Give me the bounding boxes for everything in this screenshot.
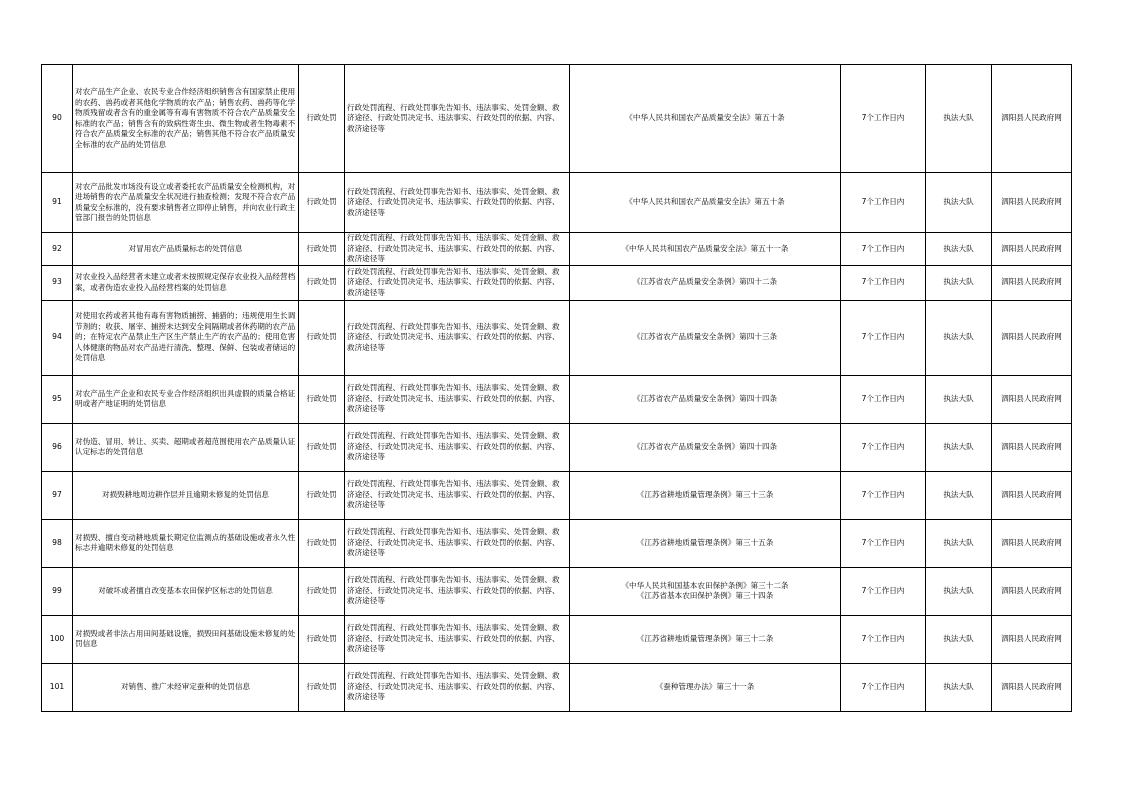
row-channel: 泗阳县人民政府网 (992, 663, 1072, 711)
row-channel: 泗阳县人民政府网 (992, 519, 1072, 567)
row-channel: 泗阳县人民政府网 (992, 423, 1072, 471)
table-row (42, 663, 1072, 711)
row-channel: 泗阳县人民政府网 (992, 173, 1072, 233)
row-item: 对损毁耕地周边耕作层并且逾期未修复的处罚信息 (73, 471, 299, 519)
row-content: 行政处罚流程、行政处罚事先告知书、违法事实、处罚金额、救济途径、行政处罚决定书、违法事实、行政处罚的依据、内容、救济途径等 (345, 300, 570, 375)
row-time-limit: 7个工作日内 (841, 519, 926, 567)
row-content: 行政处罚流程、行政处罚事先告知书、违法事实、处罚金额、救济途径、行政处罚决定书、违法事实、行政处罚的依据、内容、救济途径等 (345, 233, 570, 266)
row-type: 行政处罚 (299, 423, 345, 471)
row-department: 执法大队 (926, 375, 992, 423)
row-number: 91 (42, 173, 73, 233)
basis-line: 《江苏省农产品质量安全条例》第四十二条 (632, 277, 778, 287)
basis-line: 《中华人民共和国农产品质量安全法》第五十条 (625, 113, 785, 123)
row-content: 行政处罚流程、行政处罚事先告知书、违法事实、处罚金额、救济途径、行政处罚决定书、违法事实、行政处罚的依据、内容、救济途径等 (345, 65, 570, 173)
table-row (42, 65, 1072, 173)
row-item: 对农产品批发市场没有设立或者委托农产品质量安全检测机构，对进场销售的农产品质量安全状况进行抽查检测；发现不符合农产品质量安全标准的，没有要求销售者立即停止销售，并向农业行政主管部门报告的处罚信息 (73, 173, 299, 233)
basis-line: 《蚕种管理办法》第三十一条 (655, 681, 755, 691)
row-type: 行政处罚 (299, 375, 345, 423)
row-content: 行政处罚流程、行政处罚事先告知书、违法事实、处罚金额、救济途径、行政处罚决定书、违法事实、行政处罚的依据、内容、救济途径等 (345, 663, 570, 711)
row-channel: 泗阳县人民政府网 (992, 65, 1072, 173)
row-type: 行政处罚 (299, 173, 345, 233)
row-number: 97 (42, 471, 73, 519)
row-number: 101 (42, 663, 73, 711)
row-content: 行政处罚流程、行政处罚事先告知书、违法事实、处罚金额、救济途径、行政处罚决定书、违法事实、行政处罚的依据、内容、救济途径等 (345, 173, 570, 233)
row-department: 执法大队 (926, 615, 992, 663)
row-item: 对农产品生产企业和农民专业合作经济组织出具虚假的质量合格证明或者产地证明的处罚信息 (73, 375, 299, 423)
row-content: 行政处罚流程、行政处罚事先告知书、违法事实、处罚金额、救济途径、行政处罚决定书、违法事实、行政处罚的依据、内容、救济途径等 (345, 615, 570, 663)
row-time-limit: 7个工作日内 (841, 567, 926, 615)
row-item: 对农产品生产企业、农民专业合作经济组织销售含有国家禁止使用的农药、兽药或者其他化学物质的农产品；销售农药、兽药等化学物质残留或者含有的重金属等有毒有害物质不符合农产品质量安全标准的农产品；销售含有的致病性寄生虫、微生物或者生物毒素不符合农产品质量安全标准的农产品；销售其他不符合农产品质量安全标准的农产品的处罚信息 (73, 65, 299, 173)
row-number: 100 (42, 615, 73, 663)
row-type: 行政处罚 (299, 615, 345, 663)
row-basis (570, 65, 841, 173)
row-type: 行政处罚 (299, 567, 345, 615)
row-content: 行政处罚流程、行政处罚事先告知书、违法事实、处罚金额、救济途径、行政处罚决定书、违法事实、行政处罚的依据、内容、救济途径等 (345, 375, 570, 423)
row-basis (570, 375, 841, 423)
row-department: 执法大队 (926, 65, 992, 173)
row-type: 行政处罚 (299, 65, 345, 173)
row-time-limit: 7个工作日内 (841, 265, 926, 300)
row-number: 96 (42, 423, 73, 471)
row-item: 对使用农药或者其他有毒有害物质捕捞、捕猎的；违规使用生长调节剂的；收获、屠宰、捕捞未达到安全间隔期或者休药期的农产品的；在特定农产品禁止生产区生产禁止生产的农产品的；使用危害人体健康的物品对农产品进行清洗、整理、保鲜、包装或者储运的处罚信息 (73, 300, 299, 375)
row-item: 对破坏或者擅自改变基本农田保护区标志的处罚信息 (73, 567, 299, 615)
basis-line: 《中华人民共和国基本农田保护条例》第三十二条 (621, 580, 789, 590)
row-type: 行政处罚 (299, 300, 345, 375)
row-time-limit: 7个工作日内 (841, 300, 926, 375)
table-row (42, 300, 1072, 375)
table-row (42, 423, 1072, 471)
table-row (42, 615, 1072, 663)
row-channel: 泗阳县人民政府网 (992, 233, 1072, 266)
row-channel: 泗阳县人民政府网 (992, 265, 1072, 300)
row-number: 98 (42, 519, 73, 567)
row-time-limit: 7个工作日内 (841, 65, 926, 173)
row-time-limit: 7个工作日内 (841, 663, 926, 711)
row-number: 93 (42, 265, 73, 300)
row-time-limit: 7个工作日内 (841, 423, 926, 471)
row-basis (570, 423, 841, 471)
row-time-limit: 7个工作日内 (841, 615, 926, 663)
table-row (42, 567, 1072, 615)
row-department: 执法大队 (926, 663, 992, 711)
row-content: 行政处罚流程、行政处罚事先告知书、违法事实、处罚金额、救济途径、行政处罚决定书、违法事实、行政处罚的依据、内容、救济途径等 (345, 423, 570, 471)
basis-line: 《江苏省农产品质量安全条例》第四十四条 (632, 441, 778, 451)
table-row (42, 519, 1072, 567)
basis-line: 《江苏省耕地质量管理条例》第三十三条 (636, 489, 774, 499)
row-number: 99 (42, 567, 73, 615)
table-row (42, 265, 1072, 300)
row-department: 执法大队 (926, 233, 992, 266)
row-basis (570, 519, 841, 567)
row-channel: 泗阳县人民政府网 (992, 471, 1072, 519)
row-basis (570, 265, 841, 300)
row-number: 92 (42, 233, 73, 266)
row-basis (570, 233, 841, 266)
row-number: 94 (42, 300, 73, 375)
row-basis (570, 615, 841, 663)
row-time-limit: 7个工作日内 (841, 471, 926, 519)
row-department: 执法大队 (926, 300, 992, 375)
row-department: 执法大队 (926, 423, 992, 471)
row-type: 行政处罚 (299, 519, 345, 567)
row-number: 90 (42, 65, 73, 173)
row-content: 行政处罚流程、行政处罚事先告知书、违法事实、处罚金额、救济途径、行政处罚决定书、违法事实、行政处罚的依据、内容、救济途径等 (345, 471, 570, 519)
row-type: 行政处罚 (299, 265, 345, 300)
row-item: 对损毁、擅自变动耕地质量长期定位监测点的基础设施或者永久性标志并逾期未修复的处罚信息 (73, 519, 299, 567)
row-department: 执法大队 (926, 173, 992, 233)
row-content: 行政处罚流程、行政处罚事先告知书、违法事实、处罚金额、救济途径、行政处罚决定书、违法事实、行政处罚的依据、内容、救济途径等 (345, 567, 570, 615)
row-department: 执法大队 (926, 519, 992, 567)
row-channel: 泗阳县人民政府网 (992, 300, 1072, 375)
table-row (42, 375, 1072, 423)
table-row (42, 233, 1072, 266)
table-row (42, 173, 1072, 233)
basis-line: 《江苏省耕地质量管理条例》第三十五条 (636, 537, 774, 547)
disclosure-table (41, 64, 1072, 712)
basis-line: 《江苏省农产品质量安全条例》第四十三条 (632, 332, 778, 342)
row-number: 95 (42, 375, 73, 423)
table-row (42, 471, 1072, 519)
row-time-limit: 7个工作日内 (841, 173, 926, 233)
row-item: 对损毁或者非法占用田间基础设施，损毁田间基础设施未修复的处罚信息 (73, 615, 299, 663)
row-item: 对销售、推广未经审定蚕种的处罚信息 (73, 663, 299, 711)
row-basis (570, 471, 841, 519)
row-channel: 泗阳县人民政府网 (992, 375, 1072, 423)
row-time-limit: 7个工作日内 (841, 233, 926, 266)
basis-line: 《江苏省基本农田保护条例》第三十四条 (636, 591, 774, 600)
row-item: 对伪造、冒用、转让、买卖、超期或者超范围使用农产品质量认证认定标志的处罚信息 (73, 423, 299, 471)
basis-line: 《江苏省耕地质量管理条例》第三十二条 (636, 633, 774, 643)
row-time-limit: 7个工作日内 (841, 375, 926, 423)
row-basis (570, 173, 841, 233)
row-department: 执法大队 (926, 265, 992, 300)
row-basis (570, 567, 841, 615)
row-department: 执法大队 (926, 567, 992, 615)
row-channel: 泗阳县人民政府网 (992, 567, 1072, 615)
row-content: 行政处罚流程、行政处罚事先告知书、违法事实、处罚金额、救济途径、行政处罚决定书、违法事实、行政处罚的依据、内容、救济途径等 (345, 519, 570, 567)
row-basis (570, 663, 841, 711)
basis-line: 《中华人民共和国农产品质量安全法》第五十一条 (621, 243, 789, 253)
row-item: 对冒用农产品质量标志的处罚信息 (73, 233, 299, 266)
basis-line: 《中华人民共和国农产品质量安全法》第五十条 (625, 197, 785, 207)
row-type: 行政处罚 (299, 663, 345, 711)
basis-line: 《江苏省农产品质量安全条例》第四十四条 (632, 393, 778, 403)
row-channel: 泗阳县人民政府网 (992, 615, 1072, 663)
row-item: 对农业投入品经营者未建立或者未按照规定保存农业投入品经营档案，或者伪造农业投入品经营档案的处罚信息 (73, 265, 299, 300)
row-department: 执法大队 (926, 471, 992, 519)
row-content: 行政处罚流程、行政处罚事先告知书、违法事实、处罚金额、救济途径、行政处罚决定书、违法事实、行政处罚的依据、内容、救济途径等 (345, 265, 570, 300)
row-type: 行政处罚 (299, 233, 345, 266)
row-type: 行政处罚 (299, 471, 345, 519)
row-basis (570, 300, 841, 375)
